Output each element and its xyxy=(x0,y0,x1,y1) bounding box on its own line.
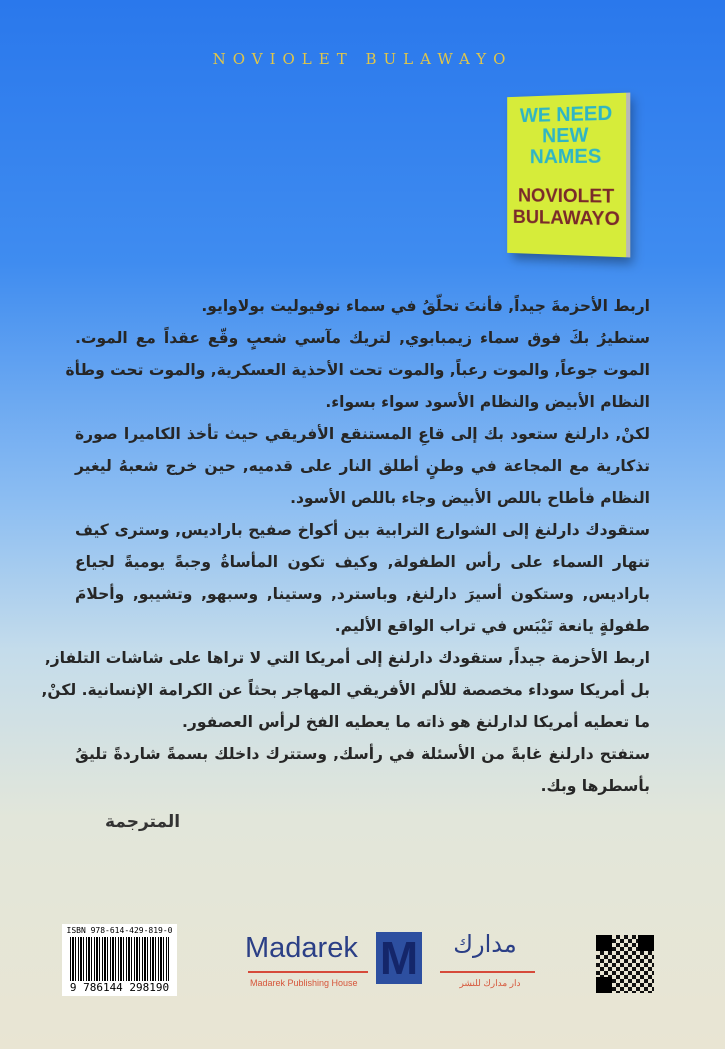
isbn-number: 9 786144 298190 xyxy=(69,981,170,994)
publisher-monogram-icon: M xyxy=(376,932,422,984)
blurb-line: بأسطرها وبك. xyxy=(540,777,650,795)
blurb-line: تنهار السماء على رأس الطفولة, وكيف تكون المأساةُ وجبةً يوميةً لجياع xyxy=(75,553,650,571)
blurb-line: بل أمريكا سوداء مخصصة للألم الأفريقي المهاجر بحثاً عن الكرامة الإنسانية. لكنْ, xyxy=(41,681,650,699)
isbn-barcode xyxy=(62,924,177,996)
barcode-icon xyxy=(70,937,169,981)
blurb-line: الموت جوعاً, والموت رعباً, والموت تحت الأحذية العسكرية, والموت تحت وطأة xyxy=(65,361,650,379)
book-cover-image xyxy=(507,93,626,258)
blurb-line: باراديس, وستكون أسيرَ دارلنغ, وباسترد, وستينا, وسبهو, وتشيبو, وأحلامَ xyxy=(75,585,650,603)
blurb xyxy=(41,290,650,802)
book-cover-title: WE NEED NEW NAMES xyxy=(519,102,613,169)
isbn-label: ISBN 978-614-429-819-0 xyxy=(66,926,173,935)
blurb-line: اربط الأحزمة جيداً, ستقودك دارلنغ إلى أمريكا التي لا تراها على شاشات التلفاز, xyxy=(44,649,650,667)
publisher-sub-en: Madarek Publishing House xyxy=(250,978,358,988)
blurb-line: ما تعطيه أمريكا لدارلنغ هو ذاته ما يعطيه الفخ لرأس العصفور. xyxy=(182,713,650,731)
blurb-line: تذكارية مع المجاعة في وطنٍ أطلق النار على قدميه, حين خرج شعبهُ ليغير xyxy=(75,457,650,475)
blurb-line: ستطيرُ بكَ فوق سماء زيمبابوي, لتريك مآسي شعبٍ وقّع عقداً مع الموت. xyxy=(75,329,650,347)
blurb-line: اربط الأحزمةَ جيداً, فأنتَ تحلّقُ في سماء نوفيوليت بولاوايو. xyxy=(201,297,650,315)
translator-label: المترجمة xyxy=(105,812,181,832)
qr-code-icon[interactable] xyxy=(596,935,654,993)
author-header: NOVIOLET BULAWAYO xyxy=(212,50,513,68)
blurb-line: طفولةٍ يانعة تَيْبَس في تراب الواقع الأليم. xyxy=(334,617,650,635)
blurb-line: لكنْ, دارلنغ ستعود بك إلى قاعِ المستنقع الأفريقي حيث تأخذ الكاميرا صورة xyxy=(75,425,650,443)
blurb-line: ستقودك دارلنغ إلى الشوارع الترابية بين أكواخ صفيح باراديس, وسترى كيف xyxy=(75,521,650,539)
book-cover-author: NOVIOLET BULAWAYO xyxy=(512,185,620,231)
blurb-line: النظام فأطاح باللص الأبيض وجاء باللص الأسود. xyxy=(290,489,650,507)
publisher-sub-ar: دار مدارك للنشر xyxy=(459,978,521,988)
publisher-logo xyxy=(240,930,540,992)
blurb-line: النظام الأبيض والنظام الأسود سواء بسواء. xyxy=(325,393,650,411)
blurb-line: ستفتح دارلنغ غابةً من الأسئلة في رأسك, وستترك داخلك بسمةً شاردةً تليقُ xyxy=(75,745,650,763)
publisher-name-en: Madarek xyxy=(245,932,358,964)
publisher-name-ar: مدارك xyxy=(453,930,517,958)
